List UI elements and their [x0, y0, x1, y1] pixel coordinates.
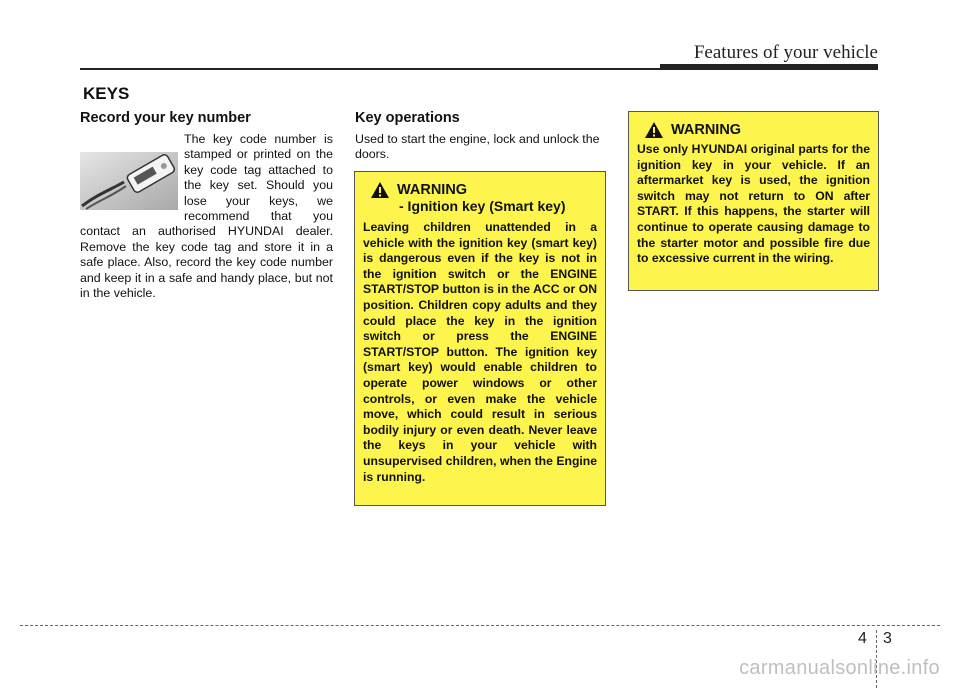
header-rule-accent: [660, 64, 878, 70]
chapter-header-title: Features of your vehicle: [693, 42, 878, 63]
smart-key-warning-text: Leaving children unattended in a vehicle with the ignition key (smart key) is dangerous even if the key is not in the ignition switch or the ENGINE START/STOP button is in the ACC or ON position. Children copy adults and they could place the key in the ignition switch or press the ENGINE START/STOP button. The ignition key (smart key) would enable children to operate power windows or other controls, or even make the vehicle move, which could result in serious bodily injury or even death. Never leave the keys in your vehicle with unsupervised children, when the Engine is running.: [363, 220, 597, 484]
page-chapter-number: 4: [858, 630, 867, 647]
warning-triangle-icon: [645, 122, 663, 138]
smart-key-warning-box: [354, 171, 606, 506]
section-title: KEYS: [83, 84, 130, 103]
footer-rule: [20, 625, 940, 626]
record-key-column: [80, 110, 333, 301]
original-parts-warning-box: [628, 111, 879, 291]
original-parts-warning-text: Use only HYUNDAI original parts for the ignition key in your vehicle. If an aftermarket key is used, the ignition switch may not return to ON after START. If this happens, the starter will continue to operate causing damage to the starter motor and possible fire due to excessive current in the wiring.: [637, 142, 870, 266]
warning-label: WARNING: [397, 182, 468, 198]
warning-subtitle: - Ignition key (Smart key): [399, 198, 566, 214]
watermark: carmanualsonline.info: [739, 657, 940, 679]
page-number: 3: [883, 630, 892, 647]
key-tag-image: [80, 152, 178, 210]
record-key-text: The key code number is stamped or printed on the key code tag attached to the key set. Should you lose your keys, we recommend that you contact an authorised HYUNDAI dealer. Remove the key code tag and store it in a safe place. Also, record the key code number and keep it in a safe and handy place, but not in the vehicle.: [80, 132, 333, 301]
warning-label: WARNING: [671, 122, 742, 138]
warning-header: [645, 122, 870, 138]
key-operations-text: Used to start the engine, lock and unlock the doors.: [355, 132, 600, 162]
warning-triangle-icon: [371, 182, 389, 198]
warning-header: [371, 182, 597, 198]
key-operations-column: [355, 110, 607, 163]
record-key-heading: Record your key number: [80, 110, 251, 126]
key-operations-heading: Key operations: [355, 110, 460, 126]
